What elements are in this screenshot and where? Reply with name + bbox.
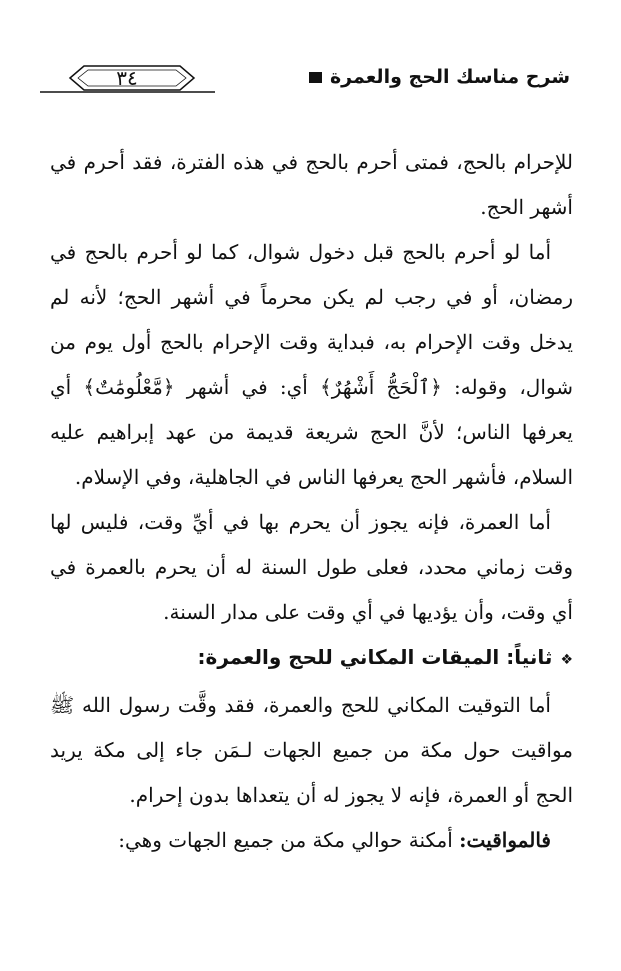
paragraph-umrah-time: أما العمرة، فإنه يجوز أن يحرم بها في أيِّ وقت، فليس لها وقت زماني محدد، فعلى طول السنة له أن يحرم بالعمرة في أي وقت، وأن يؤديها في أي وقت على مدار السنة. [50,510,573,624]
page-header [40,58,570,98]
page-number: ٣٤ [116,66,138,90]
paragraph-hajj-months: أما لو أحرم بالحج قبل دخول شوال، كما لو أحرم بالحج في رمضان، أو في رجب لم يكن محرماً في أشهر الحج؛ لأنه لم يدخل وقت الإحرام به، فبداية وقت الإحرام بالحج أول يوم من شوال، وقوله: ﴿ٱلْحَجُّ أَشْهُرٌ﴾ أي: في أشهر ﴿مَّعْلُومَٰتٌ﴾ أي يعرفها الناس؛ لأنَّ الحج شريعة قديمة من عهد إبراهيم عليه السلام، فأشهر الحج يعرفها الناس في الجاهلية، وفي الإسلام. [50,240,573,489]
diamond-bullet-icon: ❖ [560,652,573,668]
miqat-definition-text: أمكنة حوالي مكة من جميع الجهات وهي: [118,828,460,852]
paragraph-place-timing: أما التوقيت المكاني للحج والعمرة، فقد وقَّت رسول الله ﷺ مواقيت حول مكة من جميع الجهات لـمَن جاء إلى مكة يريد الحج أو العمرة، فإنه لا يجوز له أن يتعداها بدون إحرام. [50,693,573,807]
paragraph-miqat-definition [50,818,573,863]
running-title [210,66,570,88]
square-bullet-icon [309,72,322,83]
page-body [50,140,573,863]
miqat-lead-term: فالمواقيت: [459,828,551,852]
paragraph-continued: للإحرام بالحج، فمتى أحرم بالحج في هذه الفترة، فقد أحرم في أشهر الحج. [50,150,573,219]
running-title-text: شرح مناسك الحج والعمرة [329,66,570,88]
section-heading-text: ثانياً: الميقات المكاني للحج والعمرة: [197,645,553,669]
section-heading [50,635,573,683]
